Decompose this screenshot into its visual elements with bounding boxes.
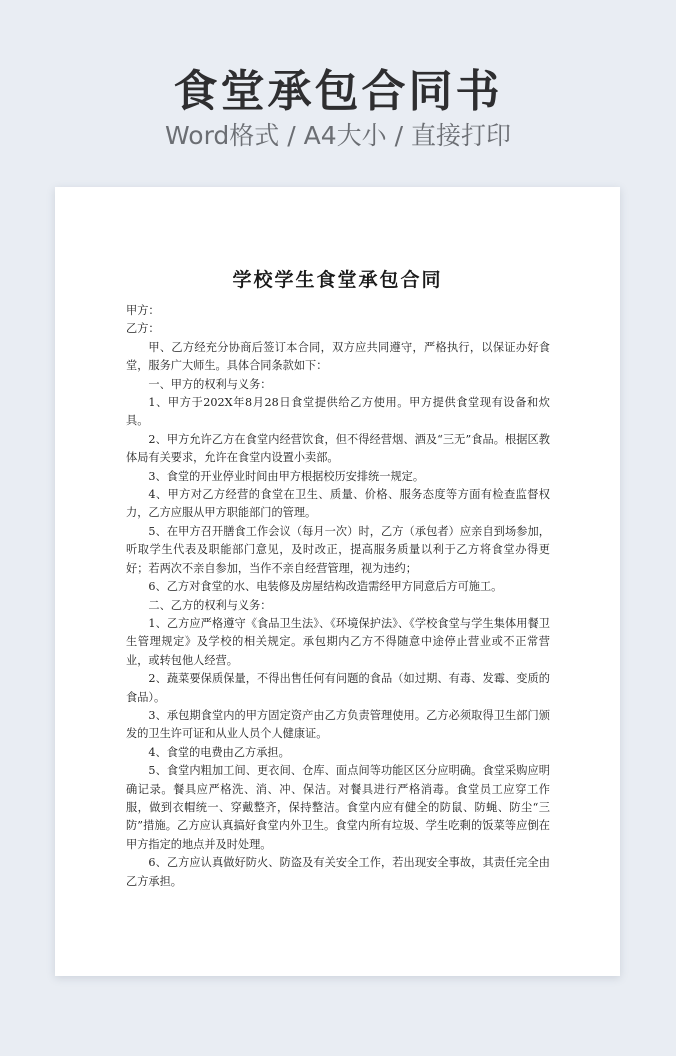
document-paragraph: 2、蔬菜要保质保量，不得出售任何有问题的食品（如过期、有毒、发霉、变质的食品）。 — [126, 672, 550, 704]
document-paragraph: 一、甲方的权利与义务： — [148, 377, 272, 391]
document-title: 学校学生食堂承包合同 — [232, 269, 443, 291]
document-paragraph: 6、乙方对食堂的水、电装修及房屋结构改造需经甲方同意后方可施工。 — [148, 580, 503, 594]
document-paragraph: 3、食堂的开业停业时间由甲方根据校历安排统一规定。 — [148, 469, 425, 483]
banner-subtitle: Word格式 / A4大小 / 直接打印 — [165, 121, 511, 150]
document-paragraph: 2、甲方允许乙方在食堂内经营饮食，但不得经营烟、酒及“三无”食品。根据区教体局有关要求，允许在食堂内设置小卖部。 — [126, 432, 550, 465]
document-paragraph: 5、食堂内粗加工间、更衣间、仓库、面点间等功能区区分应明确。食堂采购应明确记录。餐具应严格洗、消、冲、保洁。对餐具进行严格消毒。食堂员工应穿工作服，做到衣帽统一、穿戴整齐，保持整洁。食堂内应有健全的防鼠、防蝇、防尘“三防”措施。乙方应认真搞好食堂内外卫生。食堂内所有垃圾、学生吃剩的饭菜等应倒在甲方指定的地点并及时处理。 — [126, 764, 550, 851]
document-paragraph: 3、承包期食堂内的甲方固定资产由乙方负责管理使用。乙方必须取得卫生部门颁发的卫生许可证和从业人员个人健康证。 — [126, 708, 550, 741]
document-paragraph: 二、乙方的权利与义务： — [148, 598, 272, 612]
document-paragraph: 4、甲方对乙方经营的食堂在卫生、质量、价格、服务态度等方面有检查监督权力，乙方应服从甲方职能部门的管理。 — [126, 488, 550, 520]
document-paragraph: 1、乙方应严格遵守《食品卫生法》、《环境保护法》、《学校食堂与学生集体用餐卫生管理规定》及学校的相关规定。承包期内乙方不得随意中途停止营业或不正常营业，或转包他人经营。 — [126, 616, 550, 667]
document-paragraph: 4、食堂的电费由乙方承担。 — [148, 745, 290, 759]
document-paragraph: 甲、乙方经充分协商后签订本合同，双方应共同遵守，严格执行，以保证办好食堂，服务广大师生。具体合同条款如下： — [126, 340, 550, 373]
document-paragraph: 6、乙方应认真做好防火、防盗及有关安全工作，若出现安全事故，其责任完全由乙方承担。 — [126, 856, 550, 888]
document-paragraph: 甲方： — [126, 304, 160, 317]
banner-title: 食堂承包合同书 — [173, 66, 503, 117]
document-page — [55, 187, 620, 976]
document-paragraph: 1、甲方于202X年8月28日食堂提供给乙方使用。甲方提供食堂现有设备和炊具。 — [126, 396, 550, 428]
document-body — [126, 302, 550, 891]
document-paragraph: 乙方： — [126, 322, 160, 336]
document-paragraph: 5、在甲方召开膳食工作会议（每月一次）时，乙方（承包者）应亲自到场参加，听取学生代表及职能部门意见，及时改正，提高服务质量以利于乙方将食堂办得更好；若两次不亲自参加，当作不亲自经营管理，视为违约； — [126, 524, 550, 575]
